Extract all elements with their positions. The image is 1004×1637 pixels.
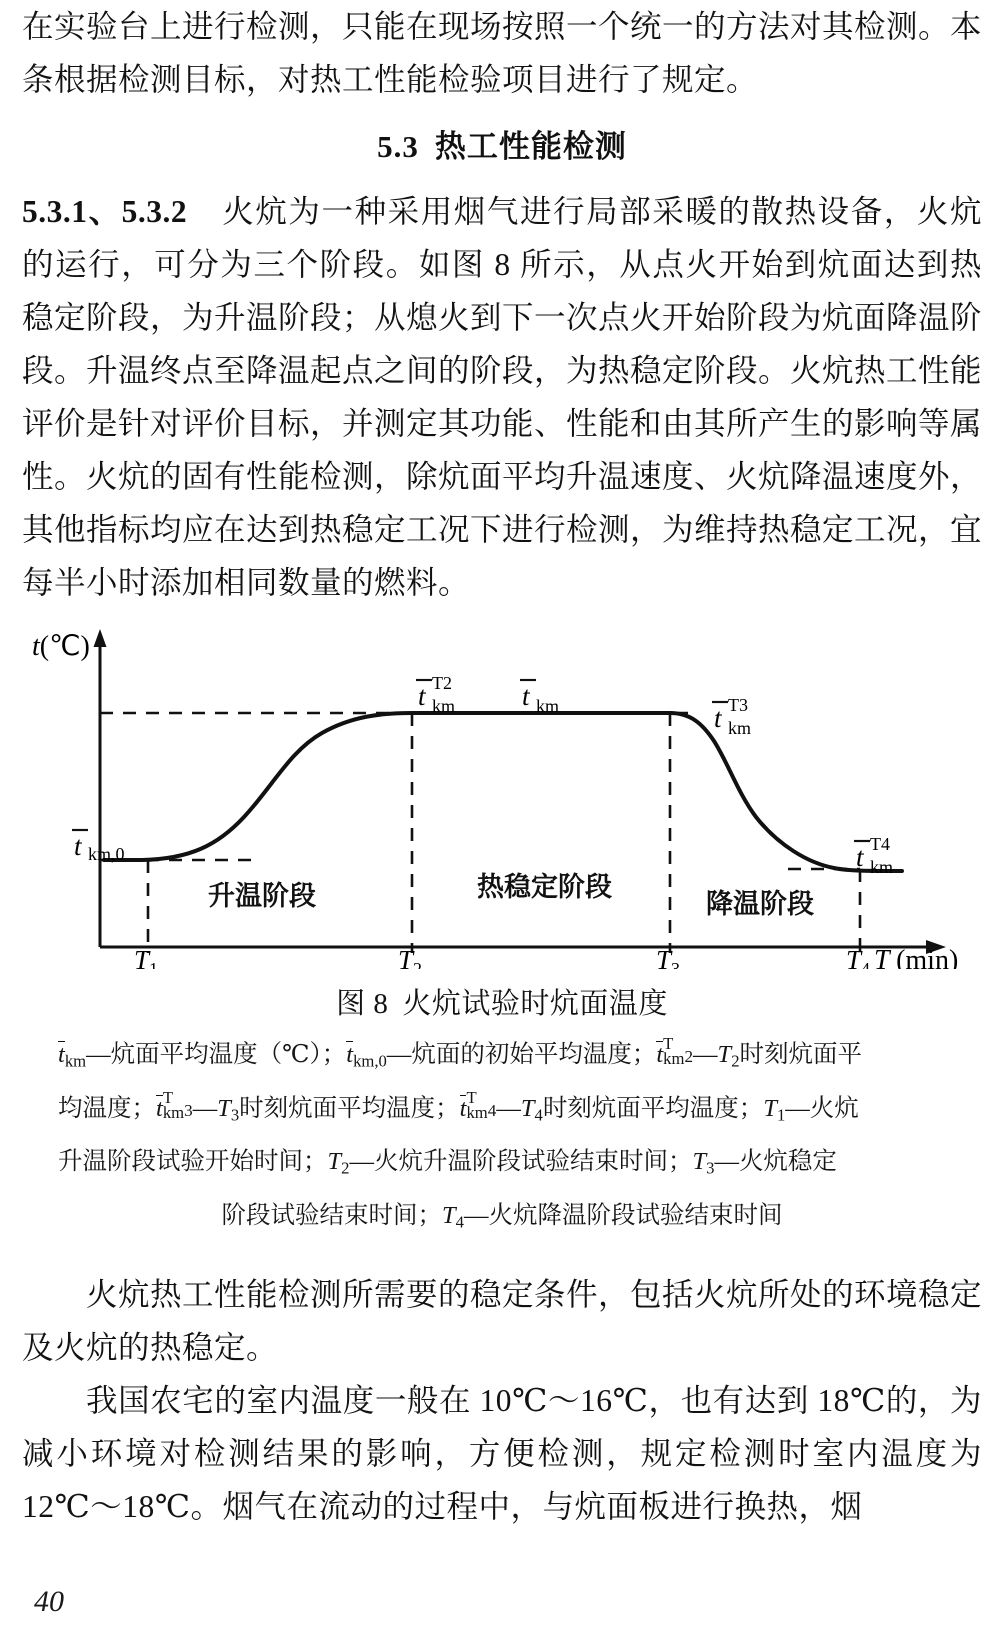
- svg-text:km,0: km,0: [88, 844, 125, 864]
- stage-label-cooling: 降温阶段: [706, 889, 814, 919]
- figure-caption: [22, 981, 982, 1027]
- svg-text:km: km: [432, 696, 456, 716]
- x-tick-T1: $T_1$: [134, 945, 159, 969]
- label-tkm0: [72, 830, 125, 864]
- label-tkm-T2: [416, 673, 455, 716]
- paragraph-after-figure-2: 我国农宅的室内温度一般在 10℃～16℃，也有达到 18℃的，为减小环境对检测结果的影响，方便检测，规定检测时室内温度为 12℃～18℃。烟气在流动的过程中，与炕面板进行换热，烟: [22, 1382, 982, 1524]
- clause-text: 火炕为一种采用烟气进行局部采暖的散热设备，火炕的运行，可分为三个阶段。如图 8 所示，从点火开始到炕面达到热稳定阶段，为升温阶段；从熄火到下一次点火开始阶段为炕面降温阶段。升温终点至降温起点之间的阶段，为热稳定阶段。火炕热工性能评价是针对评价目标，并测定其功能、性能和由其所产生的影响等属性。火炕的固有性能检测，除炕面平均升温速度、火炕降温速度外，其他指标均应在达到热稳定工况下进行检测，为维持热稳定工况，宜每半小时添加相同数量的燃料。: [22, 194, 983, 600]
- x-tick-T3: $T_3$: [656, 945, 681, 969]
- svg-text:t: t: [522, 681, 530, 711]
- curve-annotations: [72, 673, 893, 877]
- svg-text:t: t: [714, 703, 722, 733]
- section-heading: [22, 120, 982, 173]
- figure-chart: [22, 617, 982, 969]
- stage-label-heating: 升温阶段: [208, 881, 316, 911]
- figure-note-line-1: $t_{km}—$炕面平均温度（℃）；$t_{km,0}—$炕面的初始平均温度；t T km $2—T_2$时刻炕面平: [58, 1034, 863, 1071]
- y-axis-label: t(℃): [32, 631, 90, 662]
- section-heading-title: 热工性能检测: [434, 129, 627, 164]
- svg-text:t: t: [74, 831, 82, 861]
- figure-notes: [22, 1031, 982, 1246]
- paragraph-top: 在实验台上进行检测，只能在现场按照一个统一的方法对其检测。本条根据检测目标，对热工性能检验项目进行了规定。: [22, 9, 983, 97]
- label-tkm: [520, 680, 559, 716]
- svg-text:t: t: [418, 681, 426, 711]
- figure-caption-title: 火炕试验时炕面温度: [402, 988, 668, 1020]
- svg-text:km: km: [728, 718, 752, 738]
- kang-temperature-curve-svg: [22, 617, 982, 969]
- svg-text:km: km: [536, 696, 560, 716]
- figure-note-line-4: 阶段试验结束时间；$T_4—$火炕降温阶段试验结束时间: [221, 1201, 783, 1232]
- figure-note-line-3: 升温阶段试验开始时间；$T_2—$火炕升温阶段试验结束时间；$T_3—$火炕稳定: [58, 1148, 837, 1178]
- x-axis-label: T (min): [874, 945, 959, 969]
- x-axis: [100, 940, 946, 954]
- stage-labels: [208, 872, 814, 919]
- x-tick-T2: $T_2$: [398, 945, 423, 969]
- svg-text:km: km: [870, 857, 894, 877]
- section-heading-number: 5.3: [377, 129, 419, 164]
- y-axis: [94, 629, 107, 947]
- svg-text:t: t: [856, 842, 864, 872]
- page-number: 40: [34, 1585, 64, 1618]
- temperature-curve: [104, 713, 902, 871]
- x-tick-T4: $T_4$: [846, 945, 871, 969]
- clause-paragraph: [22, 185, 982, 609]
- figure-8: [22, 617, 982, 1246]
- clause-number: 5.3.1、5.3.2: [22, 194, 188, 229]
- svg-text:T2: T2: [432, 673, 452, 693]
- paragraph-after-figure-1: 火炕热工性能检测所需要的稳定条件，包括火炕所处的环境稳定及火炕的热稳定。: [22, 1276, 983, 1365]
- svg-text:T4: T4: [870, 834, 890, 854]
- figure-note-line-2: 均温度；t T km $3—T_3$时刻炕面平均温度；t T km $4—T_4$时刻炕面平均温度；$T_1—$火炕: [58, 1087, 859, 1125]
- svg-text:T3: T3: [728, 695, 748, 715]
- stage-label-steady: 热稳定阶段: [477, 872, 612, 902]
- label-tkm-T3: [712, 695, 751, 738]
- label-tkm-T4: [854, 834, 893, 877]
- figure-caption-number: 图 8: [336, 988, 389, 1020]
- x-tick-labels: [134, 945, 870, 969]
